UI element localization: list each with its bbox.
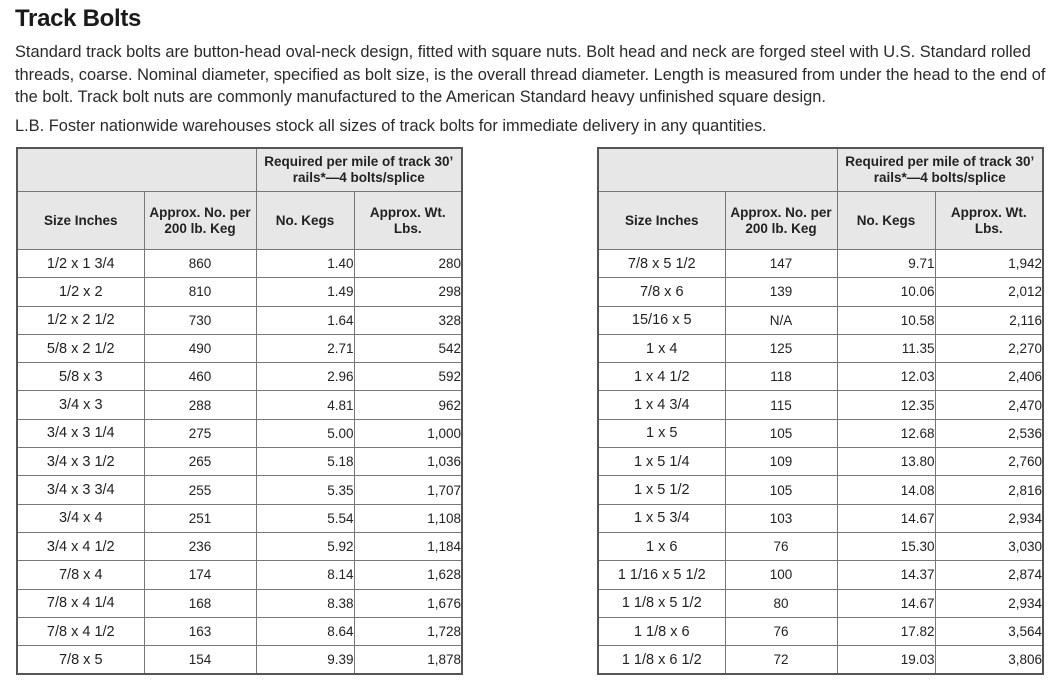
- approx-no-cell: 72: [725, 646, 837, 675]
- no-kegs-cell: 9.71: [837, 250, 935, 278]
- no-kegs-cell: 5.18: [256, 448, 354, 476]
- table-row: [598, 419, 1043, 447]
- size-cell: 1 x 5 1/4: [598, 448, 725, 476]
- table-row: [598, 448, 1043, 476]
- approx-no-cell: 163: [144, 617, 256, 645]
- header-size-inches: Size Inches: [598, 192, 725, 250]
- table-row: [17, 589, 462, 617]
- size-cell: 5/8 x 3: [17, 363, 144, 391]
- table-row: [17, 250, 462, 278]
- approx-wt-cell: 1,676: [354, 589, 462, 617]
- header-approx-wt: Approx. Wt. Lbs.: [935, 192, 1043, 250]
- table-row: [17, 532, 462, 560]
- approx-wt-cell: 2,934: [935, 589, 1043, 617]
- table-row: [598, 391, 1043, 419]
- table-row: [598, 532, 1043, 560]
- size-cell: 1/2 x 2: [17, 278, 144, 306]
- header-blank: [598, 148, 837, 192]
- approx-no-cell: 275: [144, 419, 256, 447]
- header-blank: [17, 148, 256, 192]
- approx-no-cell: 730: [144, 306, 256, 334]
- table-row: [17, 334, 462, 362]
- approx-wt-cell: 3,806: [935, 646, 1043, 675]
- approx-no-cell: 109: [725, 448, 837, 476]
- approx-no-cell: 168: [144, 589, 256, 617]
- approx-no-cell: 147: [725, 250, 837, 278]
- header-approx-no-per-keg: Approx. No. per 200 lb. Keg: [725, 192, 837, 250]
- approx-no-cell: 236: [144, 532, 256, 560]
- table-body: [17, 250, 462, 675]
- table-row: [17, 419, 462, 447]
- approx-no-cell: 255: [144, 476, 256, 504]
- approx-wt-cell: 2,116: [935, 306, 1043, 334]
- approx-wt-cell: 1,628: [354, 561, 462, 589]
- approx-wt-cell: 1,184: [354, 532, 462, 560]
- size-cell: 1 x 4 1/2: [598, 363, 725, 391]
- size-cell: 3/4 x 3 1/2: [17, 448, 144, 476]
- no-kegs-cell: 14.67: [837, 589, 935, 617]
- approx-wt-cell: 1,707: [354, 476, 462, 504]
- approx-no-cell: 174: [144, 561, 256, 589]
- no-kegs-cell: 5.35: [256, 476, 354, 504]
- approx-no-cell: 76: [725, 532, 837, 560]
- approx-no-cell: 100: [725, 561, 837, 589]
- size-cell: 3/4 x 3 3/4: [17, 476, 144, 504]
- no-kegs-cell: 17.82: [837, 617, 935, 645]
- table-row: [598, 504, 1043, 532]
- header-no-kegs: No. Kegs: [837, 192, 935, 250]
- table-row: [17, 278, 462, 306]
- approx-no-cell: 265: [144, 448, 256, 476]
- approx-no-cell: 860: [144, 250, 256, 278]
- no-kegs-cell: 10.58: [837, 306, 935, 334]
- no-kegs-cell: 12.03: [837, 363, 935, 391]
- page-title: Track Bolts: [15, 5, 142, 32]
- no-kegs-cell: 13.80: [837, 448, 935, 476]
- approx-no-cell: 154: [144, 646, 256, 675]
- size-cell: 1 x 5 3/4: [598, 504, 725, 532]
- size-cell: 7/8 x 4: [17, 561, 144, 589]
- header-group-required-per-mile: Required per mile of track 30’ rails*—4 bolts/splice: [837, 148, 1043, 192]
- approx-no-cell: 105: [725, 476, 837, 504]
- approx-wt-cell: 3,030: [935, 532, 1043, 560]
- approx-wt-cell: 2,536: [935, 419, 1043, 447]
- approx-wt-cell: 2,406: [935, 363, 1043, 391]
- no-kegs-cell: 1.64: [256, 306, 354, 334]
- approx-wt-cell: 1,942: [935, 250, 1043, 278]
- table-row: [598, 306, 1043, 334]
- approx-wt-cell: 962: [354, 391, 462, 419]
- approx-wt-cell: 2,012: [935, 278, 1043, 306]
- size-cell: 1 1/8 x 6: [598, 617, 725, 645]
- no-kegs-cell: 14.37: [837, 561, 935, 589]
- no-kegs-cell: 12.35: [837, 391, 935, 419]
- approx-no-cell: 80: [725, 589, 837, 617]
- size-cell: 1 x 5 1/2: [598, 476, 725, 504]
- stock-note: L.B. Foster nationwide warehouses stock all sizes of track bolts for immediate delivery in any quantities.: [15, 117, 767, 135]
- approx-wt-cell: 2,270: [935, 334, 1043, 362]
- size-cell: 7/8 x 6: [598, 278, 725, 306]
- table-row: [598, 646, 1043, 675]
- approx-wt-cell: 2,470: [935, 391, 1043, 419]
- size-cell: 1/2 x 2 1/2: [17, 306, 144, 334]
- size-cell: 1 x 4: [598, 334, 725, 362]
- approx-wt-cell: 328: [354, 306, 462, 334]
- table-row: [17, 391, 462, 419]
- no-kegs-cell: 11.35: [837, 334, 935, 362]
- no-kegs-cell: 1.40: [256, 250, 354, 278]
- size-cell: 7/8 x 4 1/2: [17, 617, 144, 645]
- size-cell: 1/2 x 1 3/4: [17, 250, 144, 278]
- approx-no-cell: 810: [144, 278, 256, 306]
- no-kegs-cell: 2.71: [256, 334, 354, 362]
- size-cell: 1 1/16 x 5 1/2: [598, 561, 725, 589]
- approx-wt-cell: 1,878: [354, 646, 462, 675]
- track-bolts-table-left: [16, 147, 463, 675]
- approx-no-cell: 115: [725, 391, 837, 419]
- table-row: [17, 363, 462, 391]
- table-row: [17, 306, 462, 334]
- no-kegs-cell: 14.67: [837, 504, 935, 532]
- table-row: [598, 589, 1043, 617]
- approx-wt-cell: 2,816: [935, 476, 1043, 504]
- approx-no-cell: 103: [725, 504, 837, 532]
- approx-no-cell: 139: [725, 278, 837, 306]
- size-cell: 5/8 x 2 1/2: [17, 334, 144, 362]
- table-body: [598, 250, 1043, 675]
- table-row: [598, 561, 1043, 589]
- approx-no-cell: 105: [725, 419, 837, 447]
- header-no-kegs: No. Kegs: [256, 192, 354, 250]
- approx-wt-cell: 592: [354, 363, 462, 391]
- approx-wt-cell: 2,760: [935, 448, 1043, 476]
- size-cell: 1 x 5: [598, 419, 725, 447]
- size-cell: 1 x 4 3/4: [598, 391, 725, 419]
- approx-wt-cell: 2,874: [935, 561, 1043, 589]
- table-row: [17, 646, 462, 675]
- approx-no-cell: 118: [725, 363, 837, 391]
- table-row: [598, 278, 1043, 306]
- size-cell: 7/8 x 4 1/4: [17, 589, 144, 617]
- table-row: [17, 617, 462, 645]
- no-kegs-cell: 19.03: [837, 646, 935, 675]
- approx-no-cell: 490: [144, 334, 256, 362]
- approx-wt-cell: 2,934: [935, 504, 1043, 532]
- approx-wt-cell: 280: [354, 250, 462, 278]
- size-cell: 1 x 6: [598, 532, 725, 560]
- size-cell: 15/16 x 5: [598, 306, 725, 334]
- no-kegs-cell: 10.06: [837, 278, 935, 306]
- no-kegs-cell: 8.38: [256, 589, 354, 617]
- approx-no-cell: 251: [144, 504, 256, 532]
- header-size-inches: Size Inches: [17, 192, 144, 250]
- size-cell: 3/4 x 4 1/2: [17, 532, 144, 560]
- table-row: [598, 617, 1043, 645]
- approx-no-cell: 76: [725, 617, 837, 645]
- header-group-required-per-mile: Required per mile of track 30’ rails*—4 bolts/splice: [256, 148, 462, 192]
- size-cell: 3/4 x 3 1/4: [17, 419, 144, 447]
- size-cell: 1 1/8 x 6 1/2: [598, 646, 725, 675]
- table-row: [17, 448, 462, 476]
- table-row: [598, 363, 1043, 391]
- header-approx-no-per-keg: Approx. No. per 200 lb. Keg: [144, 192, 256, 250]
- approx-no-cell: 460: [144, 363, 256, 391]
- size-cell: 7/8 x 5: [17, 646, 144, 675]
- no-kegs-cell: 4.81: [256, 391, 354, 419]
- no-kegs-cell: 5.92: [256, 532, 354, 560]
- table-row: [17, 504, 462, 532]
- no-kegs-cell: 8.64: [256, 617, 354, 645]
- table-row: [17, 561, 462, 589]
- approx-wt-cell: 542: [354, 334, 462, 362]
- approx-wt-cell: 298: [354, 278, 462, 306]
- approx-wt-cell: 1,108: [354, 504, 462, 532]
- no-kegs-cell: 5.00: [256, 419, 354, 447]
- approx-no-cell: 288: [144, 391, 256, 419]
- size-cell: 7/8 x 5 1/2: [598, 250, 725, 278]
- approx-no-cell: 125: [725, 334, 837, 362]
- table-row: [598, 250, 1043, 278]
- no-kegs-cell: 12.68: [837, 419, 935, 447]
- no-kegs-cell: 14.08: [837, 476, 935, 504]
- approx-wt-cell: 1,036: [354, 448, 462, 476]
- approx-wt-cell: 1,000: [354, 419, 462, 447]
- header-approx-wt: Approx. Wt. Lbs.: [354, 192, 462, 250]
- approx-wt-cell: 1,728: [354, 617, 462, 645]
- no-kegs-cell: 1.49: [256, 278, 354, 306]
- size-cell: 3/4 x 4: [17, 504, 144, 532]
- approx-wt-cell: 3,564: [935, 617, 1043, 645]
- approx-no-cell: N/A: [725, 306, 837, 334]
- size-cell: 1 1/8 x 5 1/2: [598, 589, 725, 617]
- no-kegs-cell: 9.39: [256, 646, 354, 675]
- no-kegs-cell: 2.96: [256, 363, 354, 391]
- table-row: [598, 476, 1043, 504]
- size-cell: 3/4 x 3: [17, 391, 144, 419]
- no-kegs-cell: 5.54: [256, 504, 354, 532]
- track-bolts-table-right: [597, 147, 1044, 675]
- no-kegs-cell: 15.30: [837, 532, 935, 560]
- no-kegs-cell: 8.14: [256, 561, 354, 589]
- table-row: [598, 334, 1043, 362]
- table-row: [17, 476, 462, 504]
- description-paragraph: Standard track bolts are button-head oval-neck design, fitted with square nuts. Bolt head and neck are forged steel with U.S. Standard rolled threads, coarse. Nominal diameter, specified as bolt size, is the overall thread diameter. Length is measured from under the head to the end of the bolt. Track bolt nuts are commonly manufactured to the American Standard heavy unfinished square design.: [15, 43, 1046, 106]
